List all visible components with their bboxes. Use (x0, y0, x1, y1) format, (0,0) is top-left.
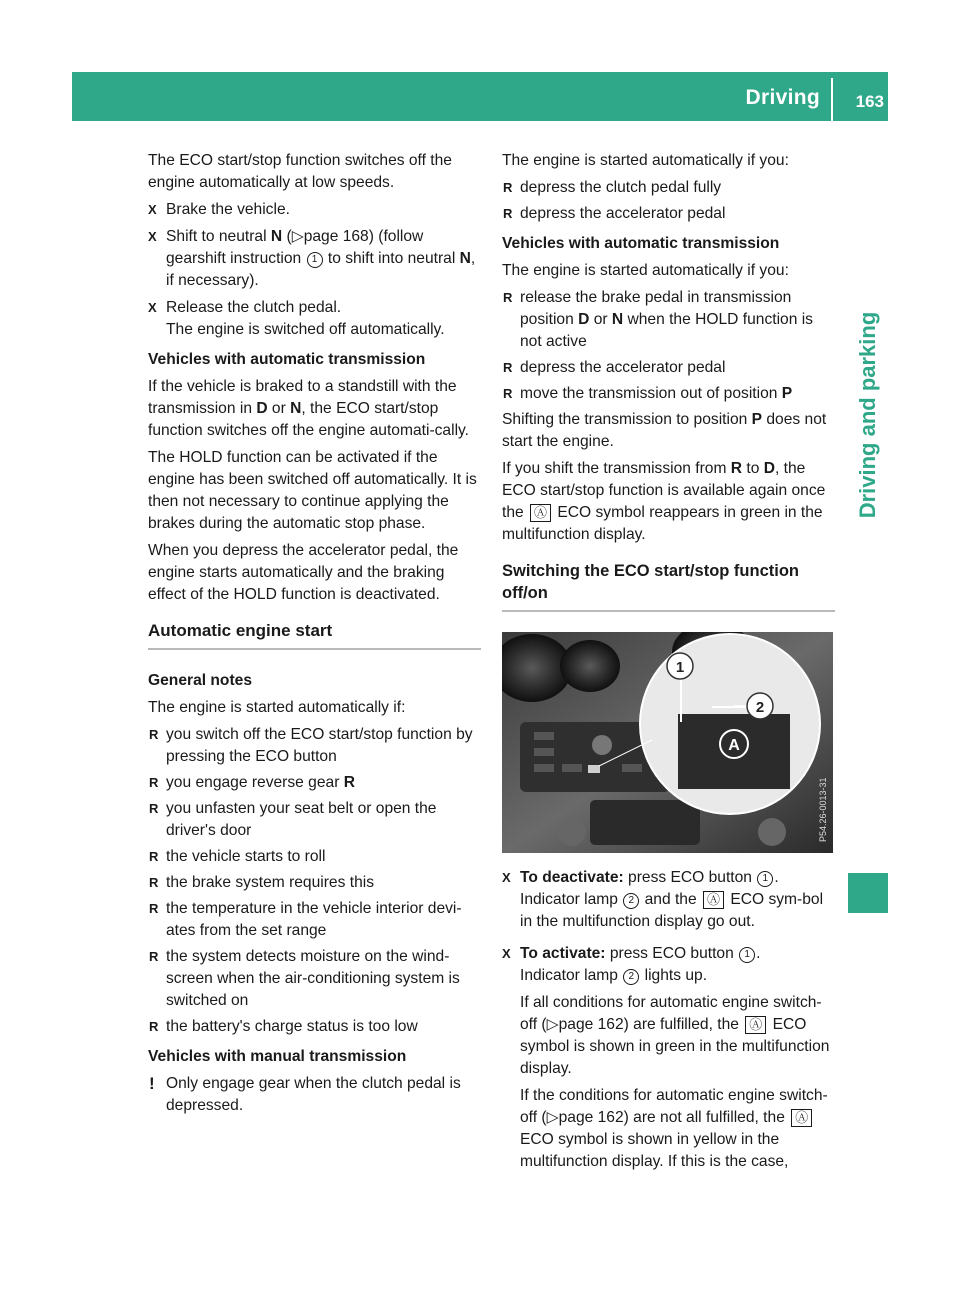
bullet-marker-icon: R (503, 386, 513, 401)
step-marker-icon: X (502, 946, 511, 961)
climate-knob (758, 818, 786, 846)
step-marker-icon: X (502, 870, 511, 885)
step-result: The engine is switched off automatically. (166, 321, 445, 338)
page-ref-icon: ▷ (546, 1016, 559, 1033)
rotary-knob (592, 735, 612, 755)
list-item: R the brake system requires this (148, 872, 481, 894)
list-item: R depress the accelerator pedal (502, 203, 835, 225)
page-reference-link[interactable]: page 168 (303, 228, 369, 245)
list-item: R the vehicle starts to roll (148, 846, 481, 868)
paragraph: When you depress the accelerator pedal, the engine starts automatically and the braking effect of the HOLD function is deactivated. (148, 542, 459, 603)
paragraph: If you shift the transmission from R to D, the ECO start/stop function is available again once the Ⓐ ECO symbol reappears in green in the multifunction display. (502, 460, 826, 543)
paragraph: If the conditions for automatic engine switch-off (▷page 162) are not all fulfilled, the Ⓐ ECO symbol is shown in yellow in the multifunction display. If this is the case, (520, 1087, 828, 1170)
warning-icon: ! (149, 1074, 155, 1093)
paragraph: The HOLD function can be activated if the engine has been switched off automatically. It is then not necessary to continue applying the brakes during the automatic stop phase. (148, 449, 477, 532)
instruction-step: X To deactivate: press ECO button 1 . Indicator lamp 2 and the Ⓐ ECO sym-bol in the multifunction display go out. (502, 869, 824, 930)
bullet-marker-icon: R (149, 727, 159, 742)
eco-symbol-icon: Ⓐ (745, 1016, 766, 1034)
paragraph: If the vehicle is braked to a standstill with the transmission in D or N, the ECO start/stop function switches off the engine automati-cally. (148, 378, 470, 439)
list-item: R the temperature in the vehicle interior devi-ates from the set range (149, 900, 462, 939)
subheading: Vehicles with manual transmission (148, 1048, 407, 1065)
instruction-step: X Release the clutch pedal. The engine is switched off automatically. (148, 299, 445, 338)
callout-number-icon: 1 (307, 252, 323, 268)
paragraph: The engine is started automatically if you: (502, 262, 789, 279)
bullet-marker-icon: R (149, 875, 159, 890)
step-marker-icon: X (148, 300, 157, 315)
svg-text:2: 2 (755, 699, 765, 716)
list-item: R you engage reverse gear R (148, 772, 481, 794)
bullet-marker-icon: R (503, 290, 513, 305)
warning-note: ! Only engage gear when the clutch pedal is depressed. (149, 1074, 461, 1114)
page-number: 163 (855, 92, 884, 111)
figure-code: P54.26-0013-31 (818, 777, 828, 842)
page-reference-link[interactable]: page 162 (558, 1016, 624, 1033)
climate-knob (558, 818, 586, 846)
bullet-marker-icon: R (149, 1019, 159, 1034)
subheading: Vehicles with automatic transmission (502, 235, 780, 252)
header-divider (831, 78, 833, 121)
page-reference-link[interactable]: page 162 (558, 1109, 624, 1126)
callout-number-icon: 1 (757, 871, 773, 887)
bullet-marker-icon: R (149, 949, 159, 964)
instruction-step: X Brake the vehicle. (148, 199, 481, 221)
eco-button-figure (502, 632, 833, 853)
side-tab-label: Driving and parking (855, 311, 880, 519)
page-ref-icon: ▷ (291, 228, 304, 245)
header-section-title: Driving (745, 86, 820, 109)
bullet-marker-icon: R (149, 901, 159, 916)
bullet-marker-icon: R (503, 206, 513, 221)
page-ref-icon: ▷ (546, 1109, 559, 1126)
air-vent (560, 640, 620, 692)
step-marker-icon: X (148, 202, 157, 217)
section-heading: Automatic engine start (148, 620, 481, 650)
list-item: R you switch off the ECO start/stop function by pressing the ECO button (149, 726, 473, 765)
list-item: R move the transmission out of position P (502, 383, 835, 405)
paragraph: The engine is started automatically if: (148, 699, 406, 716)
list-item: R you unfasten your seat belt or open the driver's door (149, 800, 437, 839)
list-item: R the system detects moisture on the wind-screen when the air-conditioning system is switched on (149, 948, 460, 1009)
eco-symbol-icon: Ⓐ (791, 1109, 812, 1127)
bullet-marker-icon: R (149, 775, 159, 790)
intro-paragraph: The ECO start/stop function switches off the engine automatically at low speeds. (148, 152, 452, 191)
callout-number-icon: 2 (623, 893, 639, 909)
left-column (148, 150, 481, 1122)
instruction-step: X Shift to neutral N (▷page 168) (follow gearshift instruction 1 to shift into neutral N, if necessary). (148, 228, 476, 289)
paragraph: Shifting the transmission to position P does not start the engine. (502, 411, 827, 450)
side-marker-square (848, 873, 888, 913)
bullet-marker-icon: R (503, 180, 513, 195)
eco-button-letter: A (728, 737, 740, 754)
eco-symbol-icon: Ⓐ (530, 504, 551, 522)
callout-number-icon: 2 (623, 969, 639, 985)
list-item: R the battery's charge status is too low (148, 1016, 481, 1038)
right-column (502, 150, 835, 1178)
eco-symbol-icon: Ⓐ (703, 891, 724, 909)
subheading: General notes (148, 672, 252, 689)
paragraph: The engine is started automatically if you: (502, 152, 789, 169)
instruction-step: X To activate: press ECO button 1 . Indicator lamp 2 lights up. If all conditions for automatic engine switch-off (▷page 162) are fulfilled, the Ⓐ ECO symbol is shown in green in the multifunction display. If the conditions for automatic engine switch-off (▷page 162) are not all fulfilled, the Ⓐ ECO symbol is shown in yellow in the multifunction display. If this is the case, (502, 943, 835, 1173)
bullet-marker-icon: R (149, 849, 159, 864)
list-item: R depress the clutch pedal fully (502, 177, 835, 199)
eco-button-small (588, 765, 600, 773)
list-item: R release the brake pedal in transmission position D or N when the HOLD function is not active (503, 289, 813, 350)
step-marker-icon: X (148, 229, 157, 244)
bullet-marker-icon: R (503, 360, 513, 375)
section-heading: Switching the ECO start/stop function off/on (502, 560, 835, 612)
side-tab (848, 250, 888, 580)
list-item: R depress the accelerator pedal (502, 357, 835, 379)
callout-number-icon: 1 (739, 947, 755, 963)
subheading: Vehicles with automatic transmission (148, 351, 426, 368)
paragraph: If all conditions for automatic engine switch-off (▷page 162) are fulfilled, the Ⓐ ECO symbol is shown in green in the multifunction display. (520, 994, 830, 1077)
svg-text:1: 1 (675, 659, 685, 676)
bullet-marker-icon: R (149, 801, 159, 816)
